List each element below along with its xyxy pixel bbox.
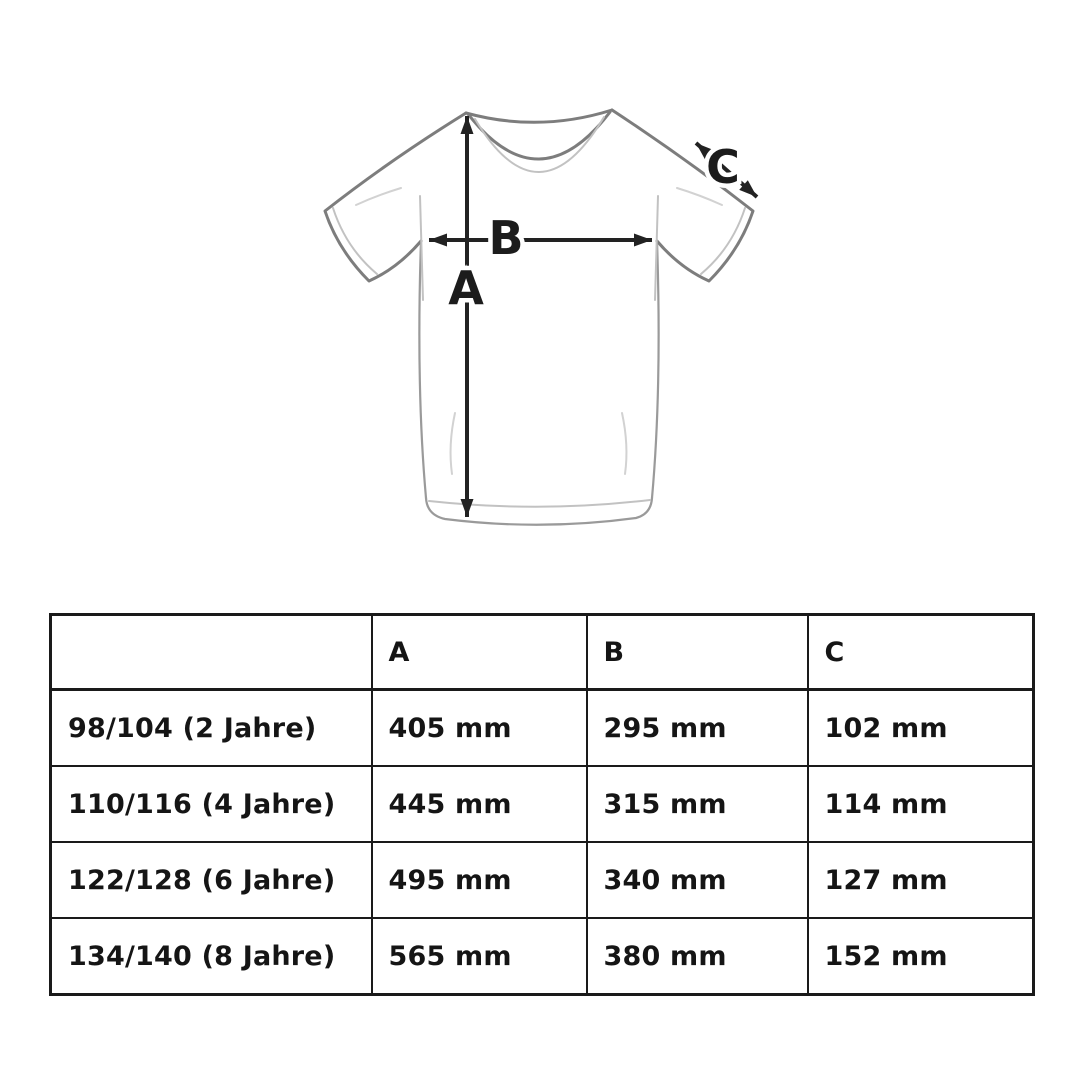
measurement-arrow-c — [696, 140, 757, 197]
col-header-b: B — [587, 615, 808, 690]
measurement-a-cell: 445 mm — [372, 766, 587, 842]
measurement-c-cell: 127 mm — [808, 842, 1034, 918]
measurement-c-cell: 114 mm — [808, 766, 1034, 842]
measurement-c-cell: 102 mm — [808, 690, 1034, 767]
size-table — [49, 613, 1035, 996]
col-header-a: A — [372, 615, 587, 690]
measurement-c-cell: 152 mm — [808, 918, 1034, 995]
measurement-label-a: A — [448, 261, 484, 315]
measurement-b-cell: 380 mm — [587, 918, 808, 995]
measurement-a-cell: 405 mm — [372, 690, 587, 767]
measurement-b-cell: 295 mm — [587, 690, 808, 767]
size-label: 122/128 (6 Jahre) — [51, 842, 372, 918]
table-row — [51, 842, 1034, 918]
tshirt-drawing — [325, 110, 753, 525]
size-label: 110/116 (4 Jahre) — [51, 766, 372, 842]
col-header-size — [51, 615, 372, 690]
measurement-label-c: C — [706, 140, 740, 194]
measurement-a-cell: 565 mm — [372, 918, 587, 995]
measurement-b-cell: 315 mm — [587, 766, 808, 842]
size-table-header-row — [51, 615, 1034, 690]
col-header-c: C — [808, 615, 1034, 690]
table-row — [51, 690, 1034, 767]
size-label: 134/140 (8 Jahre) — [51, 918, 372, 995]
measurement-a-cell: 495 mm — [372, 842, 587, 918]
measurement-label-b: B — [488, 211, 524, 265]
table-row — [51, 918, 1034, 995]
table-row — [51, 766, 1034, 842]
size-label: 98/104 (2 Jahre) — [51, 690, 372, 767]
measurement-b-cell: 340 mm — [587, 842, 808, 918]
